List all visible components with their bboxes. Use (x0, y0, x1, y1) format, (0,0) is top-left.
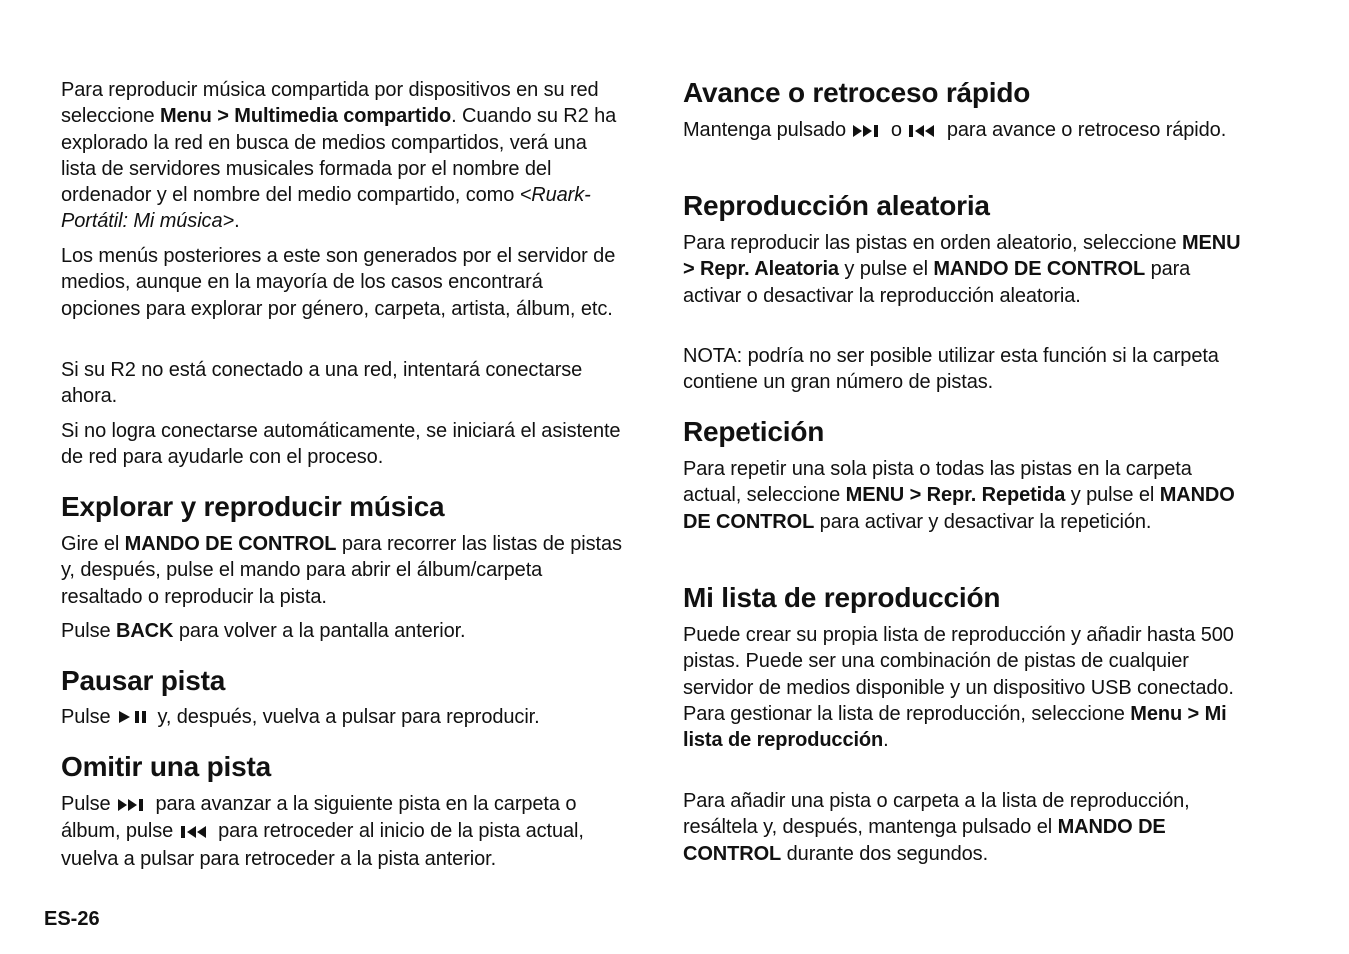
text: durante dos segundos. (781, 842, 989, 865)
control-name: MANDO DE CONTROL (683, 484, 1235, 533)
skip-next-icon (118, 792, 148, 818)
text: Gire el (61, 533, 125, 555)
heading-shuffle: Reproducción aleatoria (683, 190, 990, 221)
text: . Cuando su R2 ha explorado la red en busca de medios compartidos, verá una lista de servidores musicales formada por el nombre del ordenador y el nombre del medio compartido, como (61, 105, 617, 207)
intro-paragraph-1 (61, 77, 627, 235)
menu-path: Menu > Multimedia compartido (159, 105, 452, 128)
intro-paragraph-3: Si su R2 no está conectado a una red, intentará conectarse ahora. (61, 359, 583, 408)
heading-playlist: Mi lista de reproducción (683, 582, 1001, 613)
play-pause-icon (118, 705, 150, 731)
menu-path: Menu > Mi lista de reproducción (683, 702, 1227, 752)
repeat-paragraph (683, 456, 1253, 535)
text: para retroceder al inicio de la pista actual, vuelva a pulsar para retroceder a la pista anterior. (61, 820, 584, 870)
explore-paragraph-2 (61, 618, 627, 644)
text: para activar y desactivar la repetición. (814, 510, 1152, 533)
control-name: MANDO DE CONTROL (933, 258, 1146, 281)
button-name: BACK (116, 620, 174, 642)
intro-paragraph-2: Los menús posteriores a este son generados por el servidor de medios, aunque en la mayoría de los casos encontrará opciones para explorar por género, carpeta, artista, álbum, etc. (61, 245, 616, 320)
playlist-paragraph-2 (683, 788, 1253, 867)
skip-previous-icon (181, 819, 211, 845)
text: . (883, 729, 889, 752)
explore-paragraph-1 (61, 531, 627, 610)
heading-explore: Explorar y reproducir música (61, 491, 445, 522)
text: Pulse (61, 706, 111, 728)
shuffle-paragraph-1 (683, 230, 1253, 309)
text: para activar o desactivar la reproducción aleatoria. (683, 258, 1191, 307)
text: Para repetir una sola pista o todas las pistas en la carpeta actual, seleccione (683, 458, 1192, 507)
text: Puede crear su propia lista de reproducción y añadir hasta 500 pistas. Puede ser una combinación de pistas de cualquier servidor de medios disponible y un dispositivo USB conectado. Para gestionar la lista de reproducción, seleccione (683, 624, 1234, 725)
skip-previous-icon (909, 118, 939, 144)
control-name: MANDO DE CONTROL (683, 816, 1166, 865)
text: . (234, 210, 240, 233)
heading-skip: Omitir una pista (61, 751, 271, 782)
playlist-paragraph-1 (683, 622, 1253, 753)
text: Mantenga pulsado (683, 119, 846, 141)
text: y, después, vuelva a pulsar para reproducir. (152, 706, 540, 728)
text: Para añadir una pista o carpeta a la lista de reproducción, resáltela y, después, mantenga pulsado el (683, 790, 1190, 839)
text: para avance o retroceso rápido. (941, 119, 1227, 141)
text: y pulse el (1065, 484, 1160, 507)
skip-paragraph (61, 791, 627, 872)
page-number: ES-26 (44, 908, 100, 930)
heading-fast-forward: Avance o retroceso rápido (683, 77, 1031, 108)
text: para avanzar a la siguiente pista en la carpeta o álbum, pulse (61, 793, 577, 843)
heading-repeat: Repetición (683, 416, 825, 447)
text: Pulse (61, 793, 111, 815)
text: Para reproducir las pistas en orden aleatorio, seleccione (683, 232, 1182, 254)
heading-pause: Pausar pista (61, 665, 226, 696)
pause-paragraph (61, 704, 627, 731)
example-name: <Ruark-Portátil: Mi música> (61, 184, 591, 233)
text: y pulse el (838, 258, 934, 281)
intro-paragraph-4: Si no logra conectarse automáticamente, se iniciará el asistente de red para ayudarle con el proceso. (61, 420, 621, 469)
skip-next-icon (853, 118, 883, 144)
text: Para reproducir música compartida por dispositivos en su red seleccione (61, 79, 599, 128)
text: para volver a la pantalla anterior. (173, 620, 466, 642)
text: o (885, 119, 902, 141)
control-name: MANDO DE CONTROL (124, 533, 337, 555)
text: para recorrer las listas de pistas y, después, pulse el mando para abrir el álbum/carpeta resaltado o reproducir la pista. (61, 533, 622, 608)
fast-forward-paragraph (683, 117, 1253, 144)
menu-path: MENU > Repr. Aleatoria (683, 232, 1241, 281)
menu-path: MENU > Repr. Repetida (845, 484, 1066, 507)
shuffle-note: NOTA: podría no ser posible utilizar esta función si la carpeta contiene un gran número de pistas. (683, 345, 1219, 394)
text: Pulse (61, 620, 116, 642)
